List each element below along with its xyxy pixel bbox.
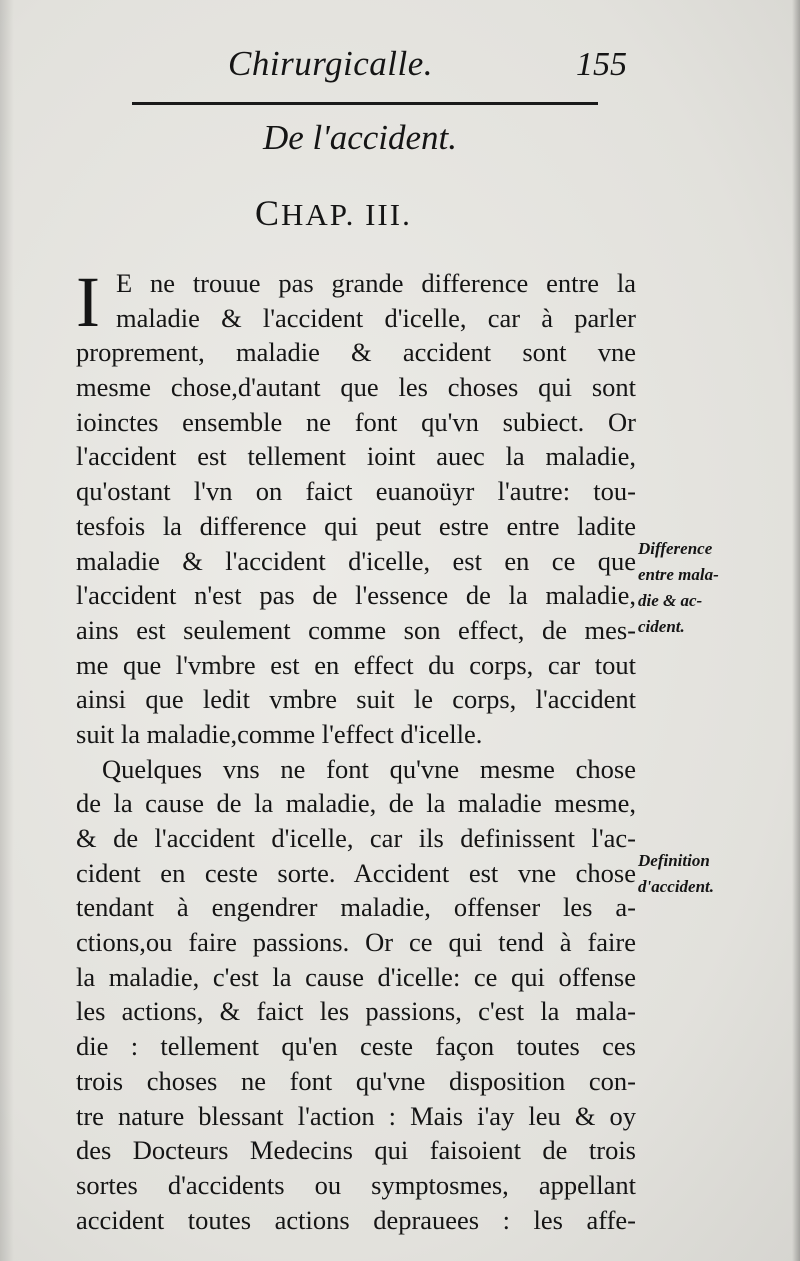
text-line: proprement, maladie & accident sont vne xyxy=(76,337,636,368)
text-line: l'accident est tellement ioint auec la maladie, xyxy=(76,441,636,472)
text-line: ioinctes ensemble ne font qu'vn subiect. Or xyxy=(76,406,636,437)
text-line: die : tellement qu'en ceste façon toutes ces xyxy=(76,1031,636,1062)
running-head xyxy=(0,38,800,98)
text-line: tre nature blessant l'action : Mais i'ay leu & oy xyxy=(76,1100,636,1131)
text-line: maladie & l'accident d'icelle, est en ce que xyxy=(76,545,636,576)
margin-note-definition xyxy=(638,848,798,900)
margin-note-line: cident. xyxy=(638,617,685,636)
text-line: tesfois la difference qui peut estre entre ladite xyxy=(76,510,636,541)
chapter-title xyxy=(255,192,412,234)
text-line: maladie & l'accident d'icelle, car à parler xyxy=(116,302,636,333)
text-line: l'accident n'est pas de l'essence de la maladie, xyxy=(76,580,636,611)
text-line: des Docteurs Medecins qui faisoient de trois xyxy=(76,1135,636,1166)
chapter-initial: C xyxy=(255,193,282,233)
binding-shadow xyxy=(0,0,14,1261)
text-line: tendant à engendrer maladie, offenser les a- xyxy=(76,892,636,923)
body-text xyxy=(76,262,636,1237)
header-rule xyxy=(132,102,598,105)
text-line: mesme chose,d'autant que les choses qui sont xyxy=(76,372,636,403)
text-line: accident toutes actions deprauees : les affe- xyxy=(76,1204,636,1235)
chapter-numeral: III. xyxy=(365,197,412,232)
text-line: suit la maladie,comme l'effect d'icelle. xyxy=(76,718,483,749)
text-line: qu'ostant l'vn on faict euanoüyr l'autre: tou- xyxy=(76,476,636,507)
text-line: la maladie, c'est la cause d'icelle: ce qui offense xyxy=(76,961,636,992)
margin-note-line: entre mala- xyxy=(638,565,719,584)
text-line: ainsi que ledit vmbre suit le corps, l'accident xyxy=(76,684,636,715)
text-line: de la cause de la maladie, de la maladie mesme, xyxy=(76,788,636,819)
text-line: ctions,ou faire passions. Or ce qui tend à faire xyxy=(76,927,636,958)
text-line: trois choses ne font qu'vne disposition con- xyxy=(76,1065,636,1096)
margin-note-line: Definition xyxy=(638,851,710,870)
margin-note-line: Difference xyxy=(638,539,713,558)
running-title: Chirurgicalle. xyxy=(228,44,434,83)
text-line: cident en ceste sorte. Accident est vne chose xyxy=(76,857,636,888)
margin-note-difference xyxy=(638,536,798,640)
section-title: De l'accident. xyxy=(262,118,458,157)
text-line: me que l'vmbre est en effect du corps, car tout xyxy=(76,649,636,680)
text-line: sortes d'accidents ou symptosmes, appellant xyxy=(76,1169,636,1200)
text-line: ains est seulement comme son effect, de mes- xyxy=(76,614,636,645)
page-number: 155 xyxy=(576,46,627,83)
drop-cap: I xyxy=(76,262,100,342)
text-line: & de l'accident d'icelle, car ils definissent l'ac- xyxy=(76,823,636,853)
text-line: Quelques vns ne font qu'vne mesme chose xyxy=(102,753,636,784)
text-line: E ne trouue pas grande difference entre la xyxy=(116,268,636,298)
chapter-word: HAP. xyxy=(281,197,356,232)
text-line: les actions, & faict les passions, c'est la mala- xyxy=(76,996,636,1027)
margin-note-line: die & ac- xyxy=(638,591,703,610)
margin-note-line: d'accident. xyxy=(638,877,715,896)
